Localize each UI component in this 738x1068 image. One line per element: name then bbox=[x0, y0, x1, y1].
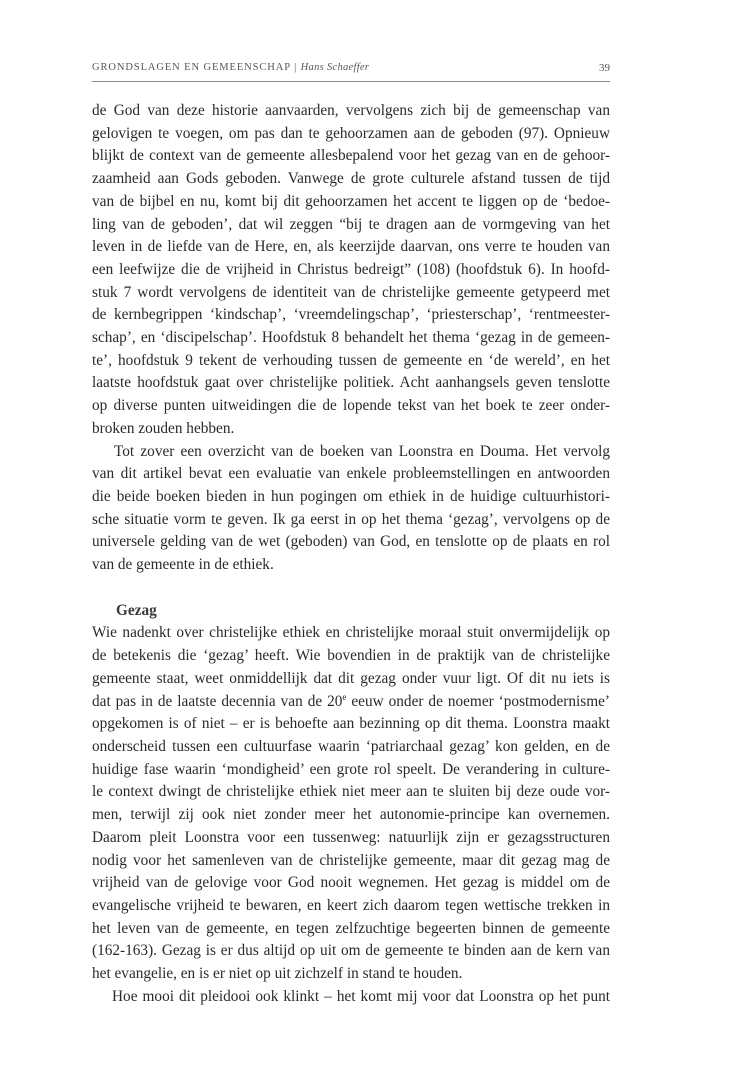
text-line: zaamheid aan Gods geboden. Vanwege de grote culturele afstand tussen de tijd bbox=[92, 170, 610, 188]
text-line: een leefwijze die de vrijheid in Christus bedreigt” (108) (hoofdstuk 6). In hoofd- bbox=[92, 260, 610, 278]
section-heading: Gezag bbox=[116, 601, 157, 619]
text-line: broken zouden hebben. bbox=[92, 419, 235, 437]
text-line: te’, hoofdstuk 9 tekent de verhouding tussen de gemeente en ‘de wereld’, en het bbox=[92, 351, 610, 369]
text-line: van dit artikel bevat een evaluatie van enkele probleemstellingen en antwoorden bbox=[92, 465, 610, 483]
text-line: Daarom pleit Loonstra voor een tussenweg: natuurlijk zijn er gezagsstructuren bbox=[92, 828, 610, 846]
text-line: nodig voor het samenleven van de christelijke gemeente, maar dit gezag mag de bbox=[92, 851, 610, 869]
header-rule bbox=[92, 81, 610, 82]
text-line: gemeente staat, weet onmiddellijk dat dit gezag onder vuur ligt. Of dit nu iets is bbox=[92, 669, 610, 687]
superscript: e bbox=[342, 691, 347, 702]
paragraph-4 bbox=[92, 986, 610, 1009]
text-line: de God van deze historie aanvaarden, vervolgens zich bij de gemeenschap van bbox=[92, 102, 610, 119]
text-line: men, terwijl zij ook niet zonder meer het autonomie-principe kan overnemen. bbox=[92, 806, 610, 824]
text-line: ling van de geboden’, dat wil zeggen “bij te dragen aan de vormgeving van het bbox=[92, 215, 610, 233]
text-line: blijkt de context van de gemeente allesbepalend voor het gezag van en de gehoor- bbox=[92, 147, 610, 165]
text-segment: eeuw onder de noemer ‘postmodernisme’ bbox=[346, 692, 610, 710]
text-line: vrijheid van de gelovige voor God nooit wegnemen. Het gezag is middel om de bbox=[92, 874, 610, 892]
running-head-author: Hans Schaeffer bbox=[300, 62, 370, 73]
text-line: de betekenis die ‘gezag’ heeft. Wie bovendien in de praktijk van de christelijke bbox=[92, 647, 610, 665]
text-line: Hoe mooi dit pleidooi ook klinkt – het komt mij voor dat Loonstra op het punt bbox=[112, 987, 610, 1005]
paragraph-3 bbox=[92, 622, 610, 985]
page-number: 39 bbox=[599, 62, 610, 74]
text-line: huidige fase waarin ‘mondigheid’ een grote rol speelt. De verandering in culture- bbox=[92, 760, 610, 778]
text-line: het leven van de gemeente, en tegen zelfzuchtige begeerten binnen de gemeente bbox=[92, 919, 610, 937]
text-line: Tot zover een overzicht van de boeken van Loonstra en Douma. Het vervolg bbox=[114, 442, 610, 460]
running-head bbox=[92, 62, 610, 73]
paragraph-2 bbox=[92, 441, 610, 577]
text-line: le context dwingt de christelijke ethiek niet meer aan te sluiten bij deze oude vor- bbox=[92, 783, 610, 801]
text-line: op diverse punten uitweidingen die de lopende tekst van het boek te zeer onder- bbox=[92, 397, 610, 415]
running-title: GRONDSLAGEN EN GEMEENSCHAP | bbox=[92, 62, 301, 73]
text-line: van de bijbel en nu, komt bij dit gehoorzamen het accent te liggen op de ‘bedoe- bbox=[92, 192, 610, 210]
text-line: onderscheid tussen een cultuurfase waarin ‘patriarchaal gezag’ kon gelden, en de bbox=[92, 737, 610, 755]
text-line: stuk 7 wordt vervolgens de identiteit van de christelijke gemeente getypeerd met bbox=[92, 283, 610, 301]
text-line: die beide boeken bieden in hun pogingen om ethiek in de huidige cultuurhistori- bbox=[92, 487, 610, 505]
text-line: het evangelie, en is er niet op uit zichzelf in stand te houden. bbox=[92, 965, 463, 983]
text-line: de kernbegrippen ‘kindschap’, ‘vreemdelingschap’, ‘priesterschap’, ‘rentmeester- bbox=[92, 306, 610, 324]
paragraph-1 bbox=[92, 100, 610, 441]
text-line: evangelische vrijheid te bewaren, en keert zich daarom tegen wettische trekken in bbox=[92, 896, 610, 914]
text-segment: dat pas in de laatste decennia van de 20 bbox=[92, 692, 343, 710]
text-line: leven in de liefde van de Here, en, als keerzijde daarvan, ons verre te houden van bbox=[92, 238, 610, 256]
text-line: laatste hoofdstuk gaat over christelijke politiek. Acht aanhangsels geven tenslotte bbox=[92, 374, 610, 392]
text-line-with-superscript bbox=[92, 691, 610, 714]
body-text bbox=[92, 100, 610, 1008]
text-line: schap’, en ‘discipelschap’. Hoofdstuk 8 behandelt het thema ‘gezag in de gemeen- bbox=[92, 329, 610, 347]
text-line: (162-163). Gezag is er dus altijd op uit om de gemeente te binden aan de kern van bbox=[92, 942, 610, 960]
text-line: sche situatie vorm te geven. Ik ga eerst in op het thema ‘gezag’, vervolgens op de bbox=[92, 510, 610, 528]
text-line: gelovigen te voegen, om pas dan te gehoorzamen aan de geboden (97). Opnieuw bbox=[92, 124, 610, 142]
text-line: opgekomen is of niet – er is behoefte aan bezinning op dit thema. Loonstra maakt bbox=[92, 715, 610, 733]
text-line: van de gemeente in de ethiek. bbox=[92, 556, 274, 574]
text-line: Wie nadenkt over christelijke ethiek en christelijke moraal stuit onvermijdelijk op bbox=[92, 624, 610, 642]
text-line: universele gelding van de wet (geboden) van God, en tenslotte op de plaats en rol bbox=[92, 533, 610, 551]
